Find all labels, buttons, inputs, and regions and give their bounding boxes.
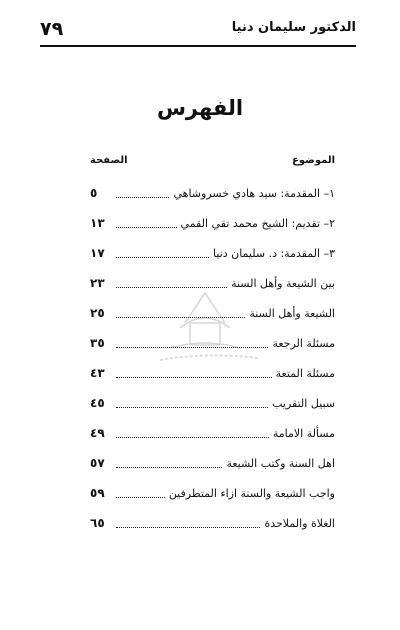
toc-entry-page: ٢٥ [90, 306, 105, 320]
toc-entry-title: مسئلة المتعة [275, 366, 335, 380]
toc-entry[interactable] [90, 268, 335, 298]
toc-entry-title: سبيل التقريب [272, 396, 335, 410]
toc-entry[interactable] [90, 178, 335, 208]
dot-leader [116, 287, 227, 288]
page-number: ٧٩ [40, 18, 64, 40]
dot-leader [116, 527, 260, 528]
toc-entry-page: ٦٥ [90, 516, 105, 530]
column-header-topic: الموضوع [292, 155, 335, 166]
running-header [40, 18, 356, 42]
toc-entry-page: ٤٥ [90, 396, 105, 410]
dot-leader [116, 437, 269, 438]
toc-entry[interactable] [90, 238, 335, 268]
toc-column-headers [90, 155, 335, 171]
dot-leader [116, 227, 177, 228]
dot-leader [116, 257, 209, 258]
dot-leader [116, 317, 245, 318]
dot-leader [116, 497, 165, 498]
toc-entry-page: ٥ [90, 186, 98, 200]
toc-entry[interactable] [90, 388, 335, 418]
dot-leader [116, 197, 169, 198]
toc-entry-title: ٣– المقدمة: د. سليمان دنيا [212, 246, 335, 260]
toc-entry-page: ٥٩ [90, 486, 105, 500]
toc-entry[interactable] [90, 208, 335, 238]
toc-title: الفهرس [156, 96, 244, 120]
toc-entry-title: مسئلة الرجعة [272, 336, 335, 350]
dot-leader [116, 377, 272, 378]
toc-entry[interactable] [90, 478, 335, 508]
toc-entry-title: الغلاة والملاحدة [264, 516, 335, 530]
toc-entry-page: ٤٩ [90, 426, 105, 440]
running-header-author: الدكتور سليمان دنيا [231, 20, 356, 35]
toc-entry-page: ٤٣ [90, 366, 105, 380]
toc-entry-title: ١– المقدمة: سيد هادي خسروشاهي [173, 186, 335, 200]
toc-entry-title: واجب الشيعة والسنة ازاء المتطرفين [168, 486, 335, 500]
toc-entry-page: ٣٥ [90, 336, 105, 350]
toc-entry-page: ١٧ [90, 246, 105, 260]
toc-entry-page: ٢٣ [90, 276, 105, 290]
toc-entry[interactable] [90, 508, 335, 538]
toc-list [90, 178, 335, 538]
header-rule [40, 45, 356, 47]
toc-entry-title: ٢– تقديم: الشيخ محمد تقي القمي [180, 216, 335, 230]
toc-entry-title: اهل السنة وكتب الشيعة [226, 456, 335, 470]
dot-leader [116, 467, 222, 468]
toc-entry-title: مسألة الامامة [272, 426, 335, 440]
toc-entry[interactable] [90, 448, 335, 478]
toc-entry-page: ١٣ [90, 216, 105, 230]
dot-leader [116, 347, 268, 348]
toc-entry[interactable] [90, 358, 335, 388]
dot-leader [116, 407, 268, 408]
toc-entry-title: بين الشيعة وأهل السنة [231, 276, 335, 290]
toc-entry-page: ٥٧ [90, 456, 105, 470]
column-header-page: الصفحة [90, 155, 128, 166]
toc-entry-title: الشيعة وأهل السنة [249, 306, 335, 320]
toc-entry[interactable] [90, 328, 335, 358]
toc-entry[interactable] [90, 298, 335, 328]
toc-entry[interactable] [90, 418, 335, 448]
